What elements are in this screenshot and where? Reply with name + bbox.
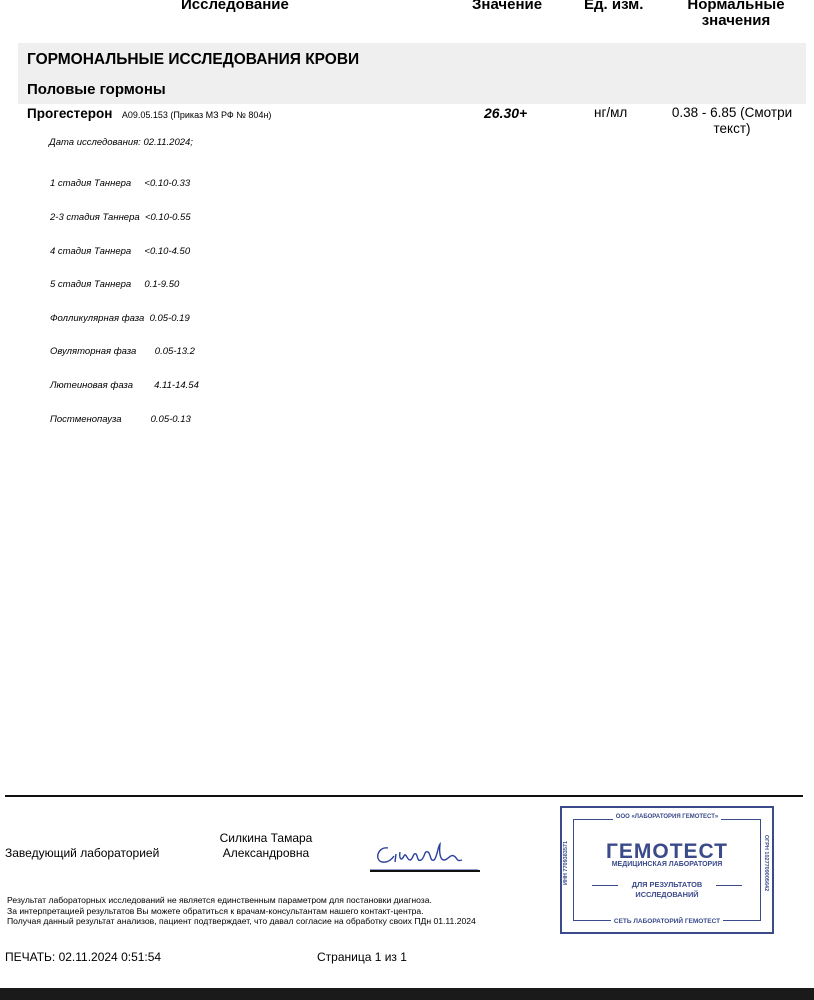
reference-range: 0.05-0.13 xyxy=(150,413,191,425)
reference-label: Лютеиновая фаза xyxy=(50,380,133,392)
header-normal xyxy=(670,0,802,29)
lab-stamp xyxy=(560,806,774,934)
reference-label: Фолликулярная фаза xyxy=(50,312,145,324)
reference-range: 0.05-13.2 xyxy=(154,346,195,358)
head-name-line2: Александровна xyxy=(222,846,310,860)
head-title: Заведующий лабораторией xyxy=(5,846,160,860)
head-name xyxy=(206,831,326,861)
header-unit: Ед. изм. xyxy=(584,0,644,13)
reference-range: <0.10-0.33 xyxy=(144,178,191,190)
reference-label: 4 стадия Таннера xyxy=(50,245,132,257)
disclaimer-line2: За интерпретацией результатов Вы можете обратиться к врачам-консультантам нашего контакт-центра. xyxy=(7,905,424,916)
reference-label: 2-3 стадия Таннера xyxy=(50,212,140,224)
stamp-bottom-text xyxy=(574,918,760,925)
reference-table xyxy=(50,156,199,436)
reference-label: 1 стадия Таннера xyxy=(50,178,132,190)
reference-row xyxy=(50,178,199,189)
reference-row xyxy=(50,212,199,223)
stamp-subtitle: МЕДИЦИНСКАЯ ЛАБОРАТОРИЯ xyxy=(611,861,723,868)
section-subtitle: Половые гормоны xyxy=(27,81,166,98)
stamp-inn: ИНН 7709383571 xyxy=(563,840,570,886)
head-name-line1: Силкина Тамара xyxy=(219,831,313,845)
test-date: Дата исследования: 02.11.2024; xyxy=(49,137,193,148)
test-value: 26.30+ xyxy=(484,105,528,121)
section-block xyxy=(18,43,806,104)
header-normal-line2: значения xyxy=(701,12,771,29)
test-code: A09.05.153 (Приказ МЗ РФ № 804н) xyxy=(121,110,272,120)
test-normal-line1: 0.38 - 6.85 (Смотри xyxy=(671,105,793,120)
reference-range: 0.05-0.19 xyxy=(149,312,190,324)
header-research: Исследование xyxy=(181,0,289,13)
stamp-brand: ГЕМОТЕСТ xyxy=(605,840,729,863)
test-normal-line2: текст) xyxy=(713,121,751,136)
header-value: Значение xyxy=(472,0,543,13)
stamp-for-line1: ДЛЯ РЕЗУЛЬТАТОВ xyxy=(631,880,703,889)
bottom-bar xyxy=(0,988,814,1000)
reference-label: Постменопауза xyxy=(50,413,122,425)
test-row xyxy=(27,105,271,123)
stamp-top-label: ООО «ЛАБОРАТОРИЯ ГЕМОТЕСТ» xyxy=(613,814,721,820)
reference-range: <0.10-4.50 xyxy=(144,245,191,257)
footer-divider xyxy=(5,795,803,797)
disclaimer-line1: Результат лабораторных исследований не является единственным параметром для постановки диагноза. xyxy=(7,895,432,905)
reference-row xyxy=(50,246,199,257)
reference-label: Овуляторная фаза xyxy=(50,346,137,358)
section-title: ГОРМОНАЛЬНЫЕ ИССЛЕДОВАНИЯ КРОВИ xyxy=(27,51,360,68)
reference-row xyxy=(50,346,199,357)
stamp-bottom-label: СЕТЬ ЛАБОРАТОРИЙ ГЕМОТЕСТ xyxy=(611,918,723,925)
signature-line xyxy=(370,870,480,872)
reference-range: <0.10-0.55 xyxy=(144,212,191,224)
reference-row xyxy=(50,380,199,391)
test-normal xyxy=(664,105,800,137)
reference-range: 0.1-9.50 xyxy=(144,279,180,291)
header-normal-line1: Нормальные xyxy=(687,0,785,13)
stamp-ogrn: ОГРН 1027709005642 xyxy=(762,834,769,892)
stamp-inner-frame xyxy=(573,814,761,925)
print-timestamp: ПЕЧАТЬ: 02.11.2024 0:51:54 xyxy=(5,950,162,964)
stamp-for xyxy=(574,880,760,900)
disclaimer-line3: Получая данный результат анализов, пациент подтверждает, что давал согласие на обработку своих ПДн 01.11.2024 xyxy=(7,916,476,926)
disclaimer xyxy=(7,895,476,927)
stamp-for-line2: ИССЛЕДОВАНИЙ xyxy=(635,890,699,899)
reference-row xyxy=(50,313,199,324)
stamp-top-text xyxy=(574,814,760,820)
test-unit: нг/мл xyxy=(594,105,628,120)
reference-row xyxy=(50,414,199,425)
test-name: Прогестерон xyxy=(27,106,113,121)
page-number: Страница 1 из 1 xyxy=(317,950,407,964)
reference-row xyxy=(50,279,199,290)
reference-label: 5 стадия Таннера xyxy=(50,279,132,291)
reference-range: 4.11-14.54 xyxy=(154,380,199,392)
